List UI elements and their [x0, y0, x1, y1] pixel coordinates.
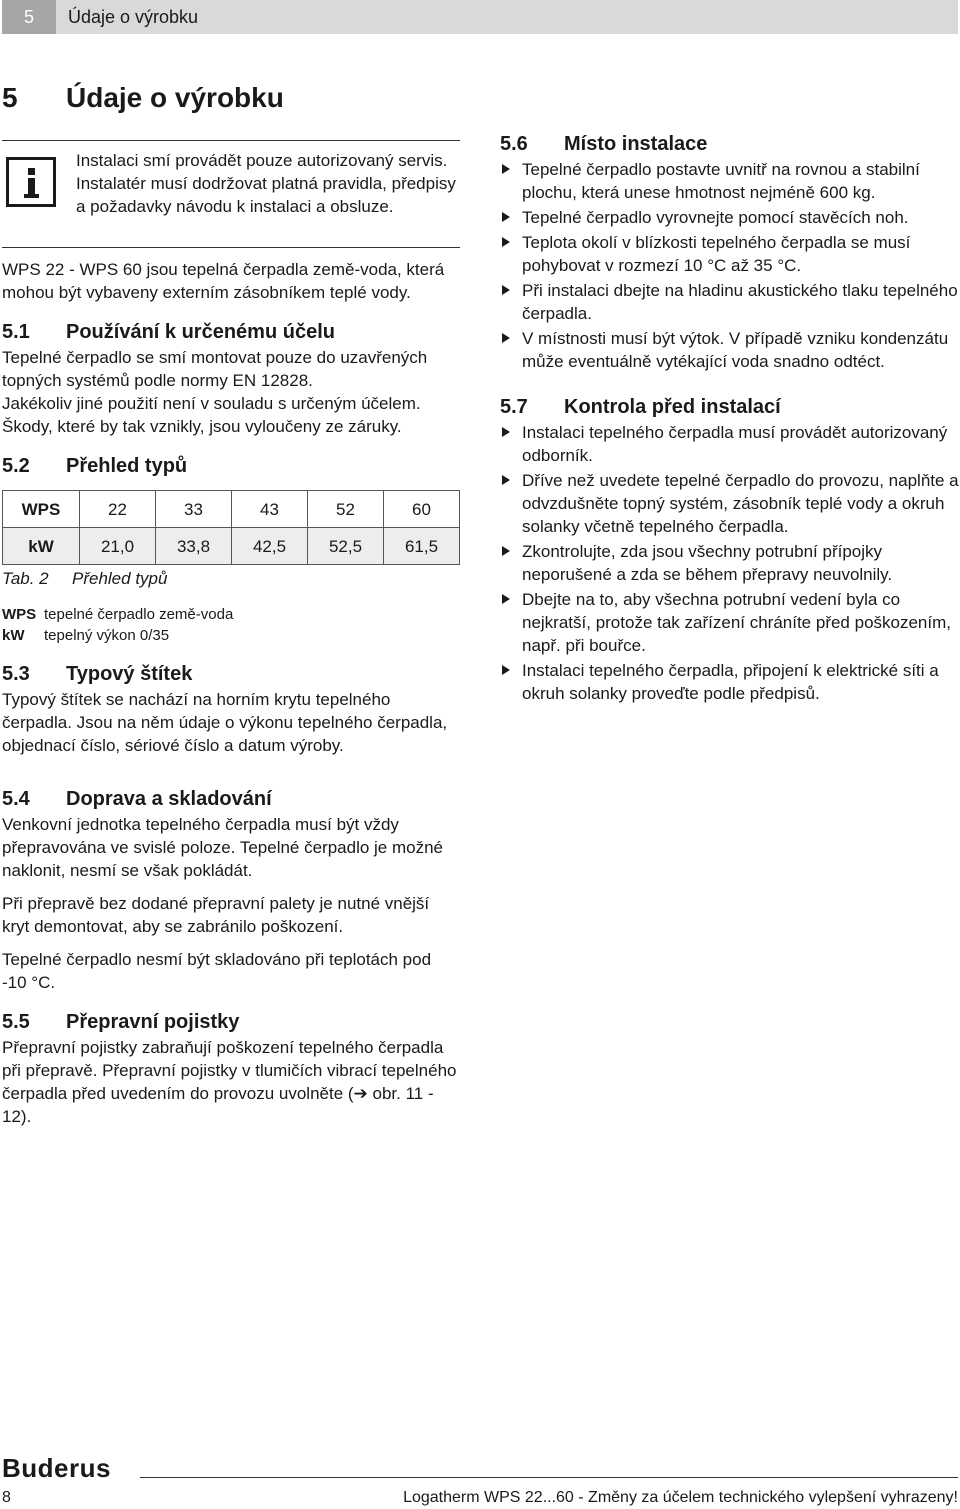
table-caption: [2, 567, 460, 590]
section-number: 5.4: [2, 788, 30, 810]
paragraph: Tepelné čerpadlo se smí montovat pouze do uzavřených topných systémů podle normy EN 12828.: [2, 348, 428, 390]
info-icon: [6, 157, 56, 207]
intro-paragraph: WPS 22 - WPS 60 jsou tepelná čerpadla země-voda, která mohou být vybaveny externím zásobníkem teplé vody.: [2, 260, 445, 302]
bullet-triangle-icon: [502, 546, 510, 556]
header-title: Údaje o výrobku: [68, 7, 199, 27]
footer-text: Logatherm WPS 22...60 - Změny za účelem technického vylepšení vyhrazeny!: [403, 1489, 958, 1506]
bullet-triangle-icon: [502, 333, 510, 343]
section-number: 5.1: [2, 321, 30, 343]
table-row: [3, 528, 460, 565]
section-number: 5.6: [500, 133, 528, 155]
header-chapter-number: 5: [2, 0, 56, 34]
legend-key: kW: [2, 627, 25, 644]
paragraph: Při přepravě bez dodané přepravní palety je nutné vnější kryt demontovat, aby se zabránilo poškození.: [2, 894, 430, 936]
bullet-triangle-icon: [502, 475, 510, 485]
bullet-list: [500, 421, 960, 705]
section-number: 5.2: [2, 455, 30, 477]
bullet-triangle-icon: [502, 427, 510, 437]
section-heading-5-5: [2, 1008, 460, 1036]
list-item: Dbejte na to, aby všechna potrubní vedení byla co nejkratší, protože tak zařízení chráníte před poškozením, např. při bouřce.: [500, 588, 960, 657]
section-heading-5-3: [2, 660, 460, 688]
legend-item: [2, 625, 460, 646]
paragraph: Přepravní pojistky zabraňují poškození tepelného čerpadla při přepravě. Přepravní pojistky v tlumičích vibrací tepelného čerpadla před uvedením do provozu uvolněte (➔ obr. 11 - 12).: [2, 1038, 457, 1126]
paragraph: Venkovní jednotka tepelného čerpadla musí být vždy přepravována ve svislé poloze. Tepelné čerpadlo je možné naklonit, nesmí se však pokládát.: [2, 815, 444, 880]
list-item: Zkontrolujte, zda jsou všechny potrubní přípojky neporušené a zda se během přepravy neuvolnily.: [500, 540, 960, 586]
section-title: Používání k určenému účelu: [66, 321, 335, 343]
page-number: 8: [2, 1489, 11, 1506]
table-cell: 52,5: [308, 528, 384, 565]
list-item: Teplota okolí v blízkosti tepelného čerpadla se musí pohybovat v rozmezí 10 °C až 35 °C.: [500, 231, 960, 277]
table-cell: kW: [3, 528, 80, 565]
section-heading-5-4: [2, 785, 460, 813]
info-note: [2, 141, 460, 247]
bullet-triangle-icon: [502, 164, 510, 174]
divider: [2, 247, 460, 248]
section-title: Přepravní pojistky: [66, 1011, 240, 1033]
list-item: Při instalaci dbejte na hladinu akustického tlaku tepelného čerpadla.: [500, 279, 960, 325]
list-item: Instalaci tepelného čerpadla musí provádět autorizovaný odborník.: [500, 421, 960, 467]
table-cell: 42,5: [232, 528, 308, 565]
bullet-triangle-icon: [502, 285, 510, 295]
footer-divider: [140, 1477, 958, 1478]
table-cell: 22: [80, 491, 156, 528]
bullet-triangle-icon: [502, 237, 510, 247]
section-heading-5-2: [2, 452, 460, 480]
section-heading-5-6: [500, 130, 960, 158]
table-cell: 43: [232, 491, 308, 528]
table-cell: 52: [308, 491, 384, 528]
list-item: V místnosti musí být výtok. V případě vzniku kondenzátu může eventuálně vytékající voda snadno odtéct.: [500, 327, 960, 373]
bullet-list: [500, 158, 960, 373]
section-number: 5.3: [2, 663, 30, 685]
section-title: Místo instalace: [564, 133, 708, 155]
table-cell: 60: [384, 491, 460, 528]
caption-text: Přehled typů: [72, 569, 168, 588]
section-title: Typový štítek: [66, 663, 193, 685]
table-cell: 33,8: [156, 528, 232, 565]
paragraph: Jakékoliv jiné použití není v souladu s určeným účelem. Škody, které by tak vznikly, jsou vyloučeny ze záruky.: [2, 394, 421, 436]
bullet-triangle-icon: [502, 212, 510, 222]
bullet-triangle-icon: [502, 594, 510, 604]
buderus-logo: Buderus: [2, 1453, 111, 1483]
paragraph: Typový štítek se nachází na horním krytu tepelného čerpadla. Jsou na něm údaje o výkonu tepelného čerpadla, objednací číslo, sériové číslo a datum výroby.: [2, 690, 448, 755]
list-item: Tepelné čerpadlo vyrovnejte pomocí stavěcích noh.: [500, 206, 960, 229]
table-cell: 61,5: [384, 528, 460, 565]
list-item: Dříve než uvedete tepelné čerpadlo do provozu, naplňte a odvzdušněte topný systém, zásobník teplé vody a okruh solanky včetně tepelného čerpadla.: [500, 469, 960, 538]
table-row: [3, 491, 460, 528]
info-note-text: Instalaci smí provádět pouze autorizovaný servis. Instalatér musí dodržovat platná pravidla, předpisy a požadavky návodu k instalaci a obsluze.: [76, 151, 456, 216]
list-item: Instalaci tepelného čerpadla, připojení k elektrické síti a okruh solanky proveďte podle předpisů.: [500, 659, 960, 705]
section-title: Kontrola před instalací: [564, 396, 781, 418]
legend-key: WPS: [2, 606, 37, 623]
left-column: [2, 140, 460, 1128]
table-cell: 21,0: [80, 528, 156, 565]
section-title: Přehled typů: [66, 455, 188, 477]
caption-label: Tab. 2: [2, 569, 49, 588]
table-legend: [2, 604, 460, 646]
list-item: Tepelné čerpadlo postavte uvnitř na rovnou a stabilní plochu, která unese hmotnost nejméně 600 kg.: [500, 158, 960, 204]
right-column: [500, 130, 960, 707]
chapter-title: [2, 80, 284, 116]
bullet-triangle-icon: [502, 665, 510, 675]
legend-item: [2, 604, 460, 625]
paragraph: Tepelné čerpadlo nesmí být skladováno při teplotách pod -10 °C.: [2, 950, 432, 992]
chapter-number: 5: [2, 82, 18, 113]
section-heading-5-7: [500, 393, 960, 421]
section-number: 5.7: [500, 396, 528, 418]
types-table: [2, 490, 460, 565]
section-title: Doprava a skladování: [66, 788, 272, 810]
section-heading-5-1: [2, 318, 460, 346]
chapter-title-text: Údaje o výrobku: [66, 82, 284, 113]
legend-text: tepelné čerpadlo země-voda: [44, 606, 234, 623]
table-cell: 33: [156, 491, 232, 528]
section-number: 5.5: [2, 1011, 30, 1033]
table-cell: WPS: [3, 491, 80, 528]
legend-text: tepelný výkon 0/35: [44, 627, 170, 644]
